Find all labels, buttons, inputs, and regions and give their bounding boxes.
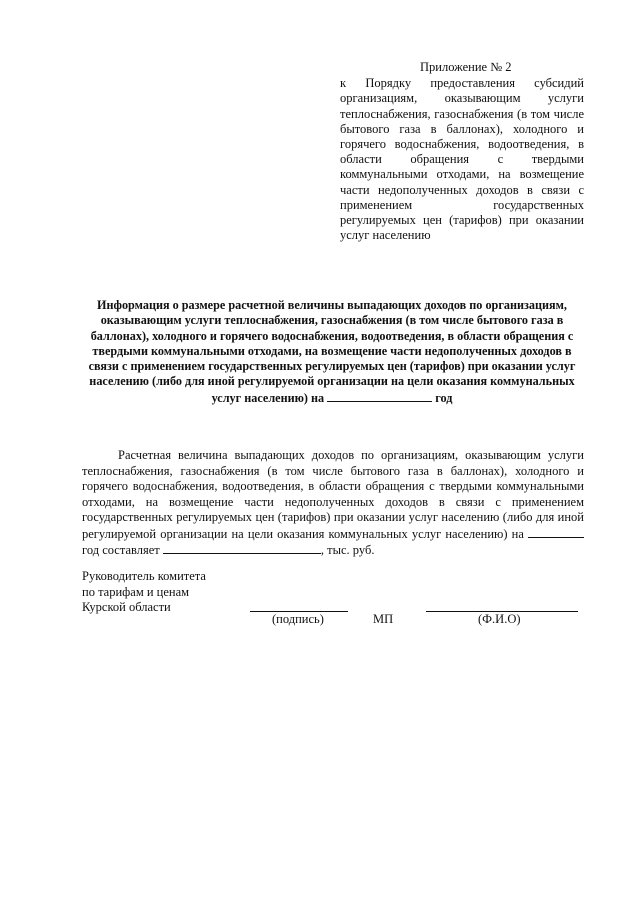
signature-caption: (подпись) (272, 612, 324, 626)
body-text-part1: Расчетная величина выпадающих доходов по организациям, оказывающим услуги теплоснабжения, газоснабжения (в том числе бытового газа в баллонах), холодного и горячего водоснабжения, водоотведения, в области обращения с твердыми коммунальными отходами, на возмещение части недополученных доходов в связи с применением государственных регулируемых цен (тарифов) при оказании услуг населению (либо для иной регулируемой организации на цели оказания коммунальных услуг населению) на (82, 448, 584, 541)
annex-title: Приложение № 2 (420, 60, 512, 74)
body-text-part2: год составляет (82, 543, 160, 557)
signer-line-2: по тарифам и ценам (82, 584, 190, 599)
body-paragraph (82, 448, 584, 559)
body-year-blank-field[interactable] (528, 526, 584, 538)
signer-line-3: Курской области (82, 600, 171, 614)
annex-reference-text: к Порядку предоставления субсидий организациям, оказывающим услуги теплоснабжения, газоснабжения (в том числе бытового газа в баллонах), холодного и горячего водоснабжения, водоотведения, в области обращения с твердыми коммунальными отходами, на возмещение части недополученных доходов в связи с применением государственных регулируемых цен (тарифов) при оказании услуг населению (340, 76, 584, 243)
body-text-part3: , тыс. руб. (320, 543, 375, 557)
full-name-caption: (Ф.И.О) (478, 612, 521, 626)
annex-block (340, 60, 584, 243)
heading-year-suffix: год (435, 390, 453, 405)
amount-blank-field[interactable] (163, 542, 321, 554)
heading-text: Информация о размере расчетной величины выпадающих доходов по организациям, оказывающим услуги теплоснабжения, газоснабжения (в том числе бытового газа в баллонах), холодного и горячего водоснабжения, водоотведения, в области обращения с твердыми коммунальными отходами, на возмещение части недополученных доходов в связи с применением государственных регулируемых цен (тарифов) при оказании услуг населению (либо для иной регулируемой организации на цели оказания коммунальных услуг населению) на (88, 298, 576, 405)
year-blank-field[interactable] (327, 390, 432, 402)
signer-line-1: Руководитель комитета (82, 569, 206, 583)
stamp-caption: МП (373, 612, 394, 626)
document-heading (78, 298, 586, 406)
signer-block (82, 569, 242, 616)
